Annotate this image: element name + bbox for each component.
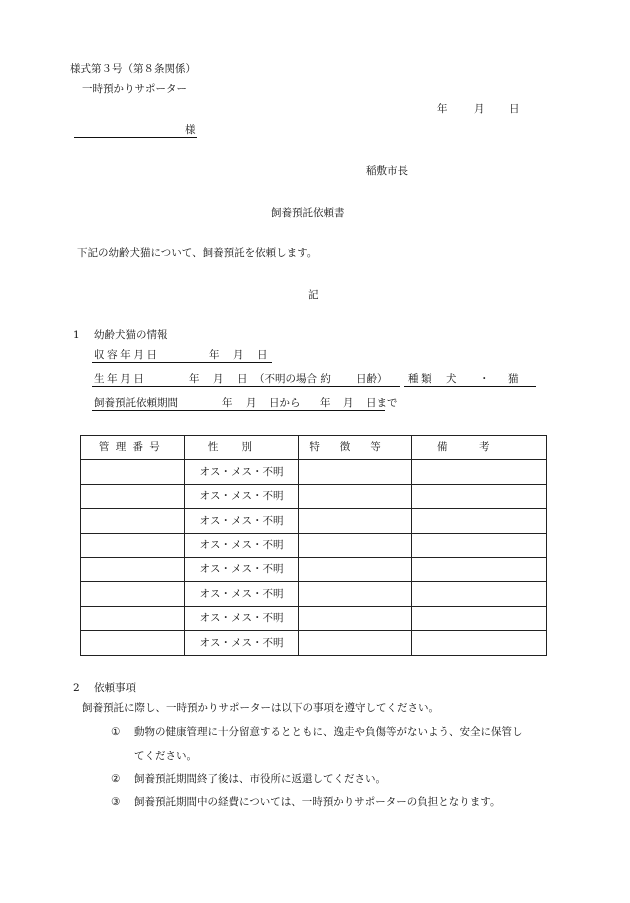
period-to-day: 日まで [366, 397, 398, 409]
date-year: 年 [437, 103, 448, 115]
species-underline [404, 386, 536, 387]
species-dog[interactable]: 犬 [446, 373, 457, 385]
cell-sex[interactable]: オス・メス・不明 [185, 509, 299, 533]
section1-title: 幼齢犬猫の情報 [94, 329, 168, 341]
birth-day: 日 [237, 373, 248, 385]
cell-remarks[interactable] [412, 509, 547, 533]
form-number: 様式第３号（第８条関係） [70, 63, 196, 75]
cell-features[interactable] [299, 533, 412, 557]
cell-sex[interactable]: オス・メス・不明 [185, 484, 299, 508]
birth-month: 月 [213, 373, 224, 385]
date-day: 日 [509, 103, 520, 115]
species-label: 種類 [408, 373, 435, 385]
period-from-month: 月 [246, 397, 257, 409]
intake-year: 年 [209, 349, 220, 361]
intro-text: 下記の幼齢犬猫について、飼養預託を依頼します。 [77, 247, 318, 259]
cell-remarks[interactable] [412, 533, 547, 557]
honorific: 様 [185, 124, 196, 136]
cell-remarks[interactable] [412, 606, 547, 630]
cell-features[interactable] [299, 460, 412, 484]
addressee-org: 一時預かりサポーター [82, 83, 187, 95]
document-title: 飼養預託依頼書 [271, 207, 345, 219]
ki-label: 記 [308, 289, 319, 301]
issuer: 稲敷市長 [366, 165, 408, 177]
item-number: ③ [111, 796, 121, 808]
col-header-remarks: 備考 [412, 436, 547, 460]
table-row [81, 557, 547, 581]
birth-date-label: 生年月日 [94, 373, 147, 385]
table-row [81, 460, 547, 484]
cell-id[interactable] [81, 460, 185, 484]
cell-remarks[interactable] [412, 631, 547, 655]
table-row [81, 533, 547, 557]
section2-lead: 飼養預託に際し、一時預かりサポーターは以下の事項を遵守してください。 [82, 702, 439, 714]
period-label: 飼養預託依頼期間 [94, 397, 178, 409]
birth-year: 年 [189, 373, 200, 385]
cell-sex[interactable]: オス・メス・不明 [185, 582, 299, 606]
period-to-year: 年 [320, 397, 331, 409]
animal-info-table [80, 435, 547, 656]
cell-remarks[interactable] [412, 557, 547, 581]
item-text: 動物の健康管理に十分留意するとともに、逸走や負傷等がないよう、安全に保管し [134, 726, 523, 738]
cell-id[interactable] [81, 557, 185, 581]
unknown-note-close: 日齢） [356, 373, 388, 385]
intake-date-underline [92, 362, 272, 363]
cell-id[interactable] [81, 606, 185, 630]
cell-id[interactable] [81, 509, 185, 533]
cell-features[interactable] [299, 606, 412, 630]
unknown-note-open: （不明の場合 約 [254, 373, 331, 385]
cell-features[interactable] [299, 484, 412, 508]
cell-sex[interactable]: オス・メス・不明 [185, 557, 299, 581]
cell-sex[interactable]: オス・メス・不明 [185, 631, 299, 655]
species-separator: ・ [479, 373, 490, 385]
intake-month: 月 [233, 349, 244, 361]
section1-number: 1 [73, 329, 80, 341]
cell-sex[interactable]: オス・メス・不明 [185, 533, 299, 557]
table-row [81, 631, 547, 655]
table-row [81, 509, 547, 533]
cell-features[interactable] [299, 631, 412, 655]
col-header-sex: 性別 [185, 436, 299, 460]
addressee-name-blank[interactable] [74, 137, 197, 138]
cell-features[interactable] [299, 509, 412, 533]
item-number: ① [111, 726, 121, 738]
col-header-id: 管理番号 [81, 436, 185, 460]
cell-features[interactable] [299, 557, 412, 581]
intake-date-label: 収容年月日 [94, 349, 160, 361]
date-month: 月 [474, 103, 485, 115]
cell-remarks[interactable] [412, 460, 547, 484]
period-from-day: 日から [269, 397, 301, 409]
section2-number: 2 [73, 682, 80, 694]
cell-features[interactable] [299, 582, 412, 606]
cell-sex[interactable]: オス・メス・不明 [185, 606, 299, 630]
intake-day: 日 [257, 349, 268, 361]
item-text-continued: てください。 [134, 750, 197, 762]
item-number: ② [111, 773, 121, 785]
cell-remarks[interactable] [412, 582, 547, 606]
cell-id[interactable] [81, 631, 185, 655]
table-header-row [81, 436, 547, 460]
item-text: 飼養預託期間終了後は、市役所に返還してください。 [134, 773, 386, 785]
period-to-month: 月 [343, 397, 354, 409]
birth-date-underline [92, 386, 400, 387]
period-underline [92, 410, 385, 411]
col-header-features: 特徴等 [299, 436, 412, 460]
table-row [81, 484, 547, 508]
table-row [81, 582, 547, 606]
cell-id[interactable] [81, 582, 185, 606]
cell-remarks[interactable] [412, 484, 547, 508]
species-cat[interactable]: 猫 [508, 373, 519, 385]
table-row [81, 606, 547, 630]
item-text: 飼養預託期間中の経費については、一時預かりサポーターの負担となります。 [134, 796, 501, 808]
cell-id[interactable] [81, 533, 185, 557]
cell-sex[interactable]: オス・メス・不明 [185, 460, 299, 484]
section2-title: 依頼事項 [94, 682, 136, 694]
period-from-year: 年 [222, 397, 233, 409]
cell-id[interactable] [81, 484, 185, 508]
